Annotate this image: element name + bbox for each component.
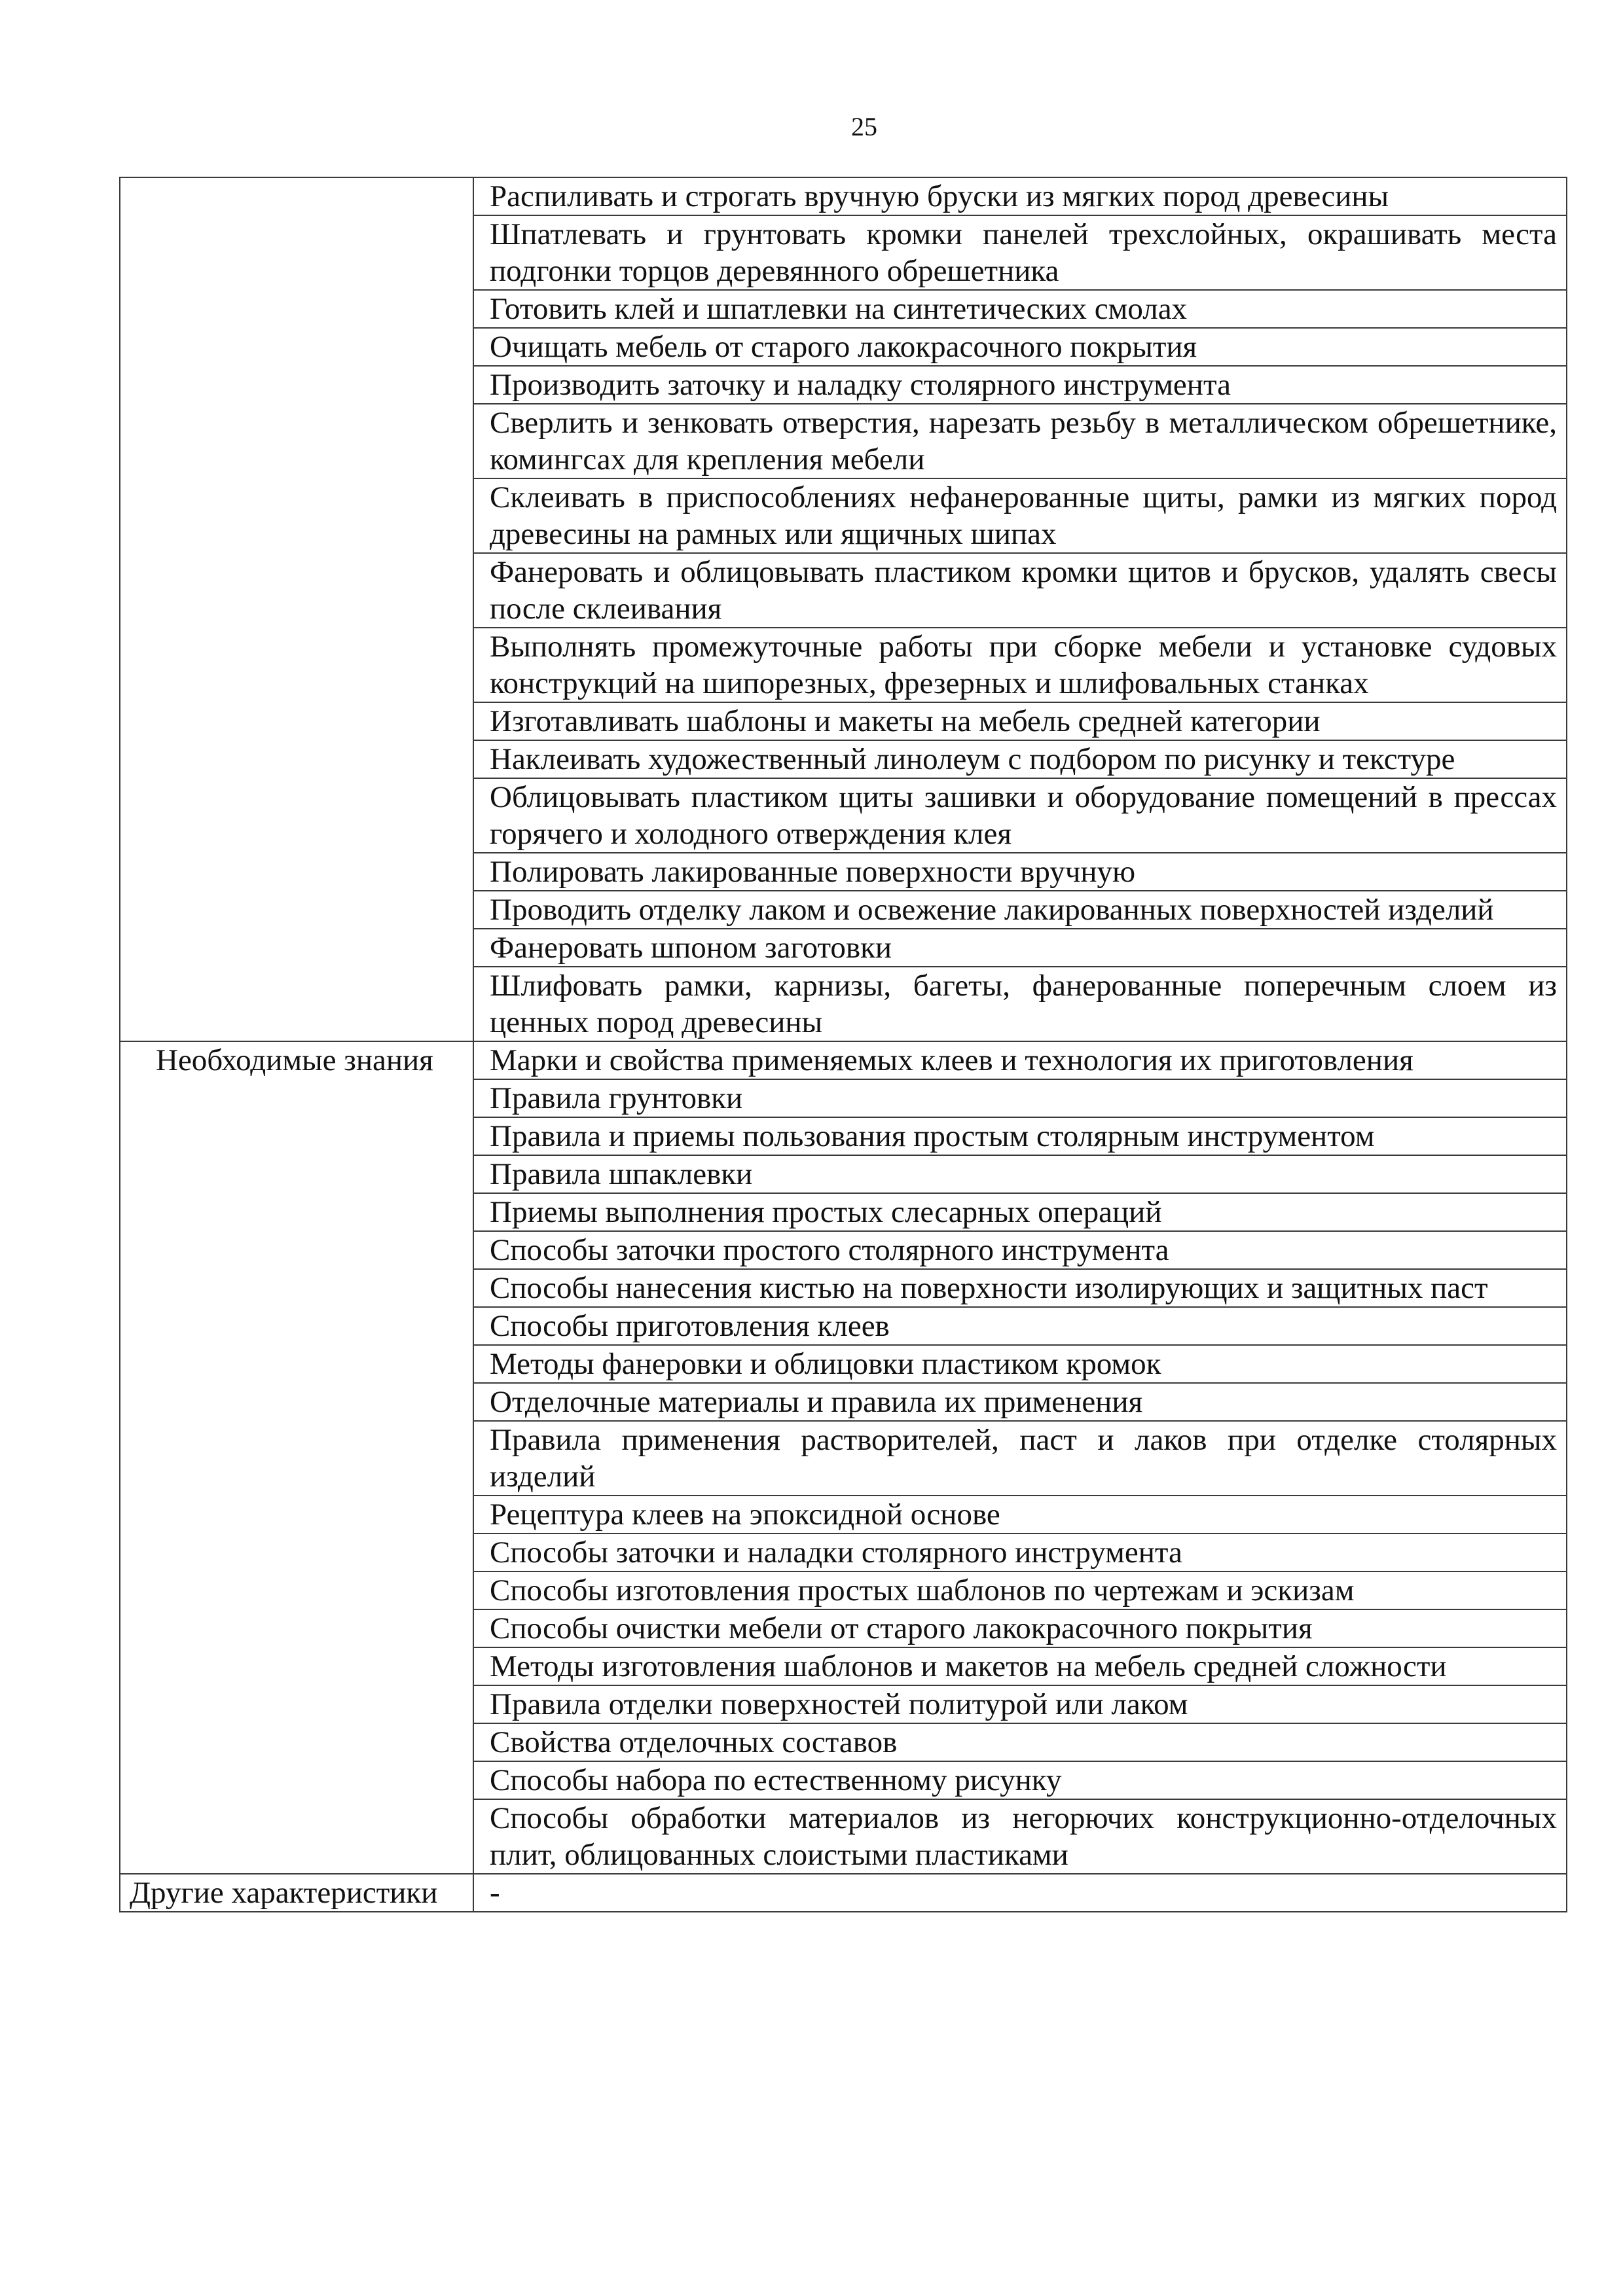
- value-cell: [473, 929, 1567, 967]
- knowledge-row: [120, 1571, 1567, 1609]
- label-cell: [120, 1117, 473, 1155]
- table-item: Сверлить и зенковать отверстия, нарезать резьбу в металлическом обрешетнике, комингсах для крепления мебели: [490, 406, 1557, 476]
- skills-row: [120, 215, 1567, 290]
- table-item: Способы заточки простого столярного инструмента: [490, 1233, 1169, 1267]
- value-cell: [473, 1117, 1567, 1155]
- table-item: Отделочные материалы и правила их применения: [490, 1385, 1143, 1419]
- other-characteristics-label: Другие характеристики: [130, 1876, 438, 1910]
- label-cell: [120, 1041, 473, 1079]
- value-cell: [473, 1685, 1567, 1723]
- table-item: Методы изготовления шаблонов и макетов на мебель средней сложности: [490, 1649, 1447, 1683]
- value-cell: [473, 1155, 1567, 1193]
- table-item: Рецептура клеев на эпоксидной основе: [490, 1498, 1000, 1532]
- knowledge-row: [120, 1307, 1567, 1345]
- knowledge-row: [120, 1345, 1567, 1383]
- value-cell: [473, 1231, 1567, 1269]
- value-cell: [473, 1534, 1567, 1571]
- skills-row: [120, 929, 1567, 967]
- table-item: Правила шпаклевки: [490, 1157, 753, 1191]
- table-item: Распиливать и строгать вручную бруски из мягких пород древесины: [490, 179, 1389, 213]
- label-cell: [120, 1155, 473, 1193]
- table-item: Проводить отделку лаком и освежение лакированных поверхностей изделий: [490, 893, 1494, 927]
- label-cell: [120, 1421, 473, 1496]
- label-cell: [120, 1307, 473, 1345]
- label-cell: [120, 1534, 473, 1571]
- knowledge-row: [120, 1685, 1567, 1723]
- label-cell: [120, 215, 473, 290]
- knowledge-row: [120, 1155, 1567, 1193]
- table-item: Марки и свойства применяемых клеев и технология их приготовления: [490, 1043, 1413, 1077]
- qualification-table: [119, 177, 1567, 1912]
- knowledge-row: [120, 1383, 1567, 1421]
- skills-row: [120, 628, 1567, 702]
- skills-row: [120, 967, 1567, 1041]
- skills-row: [120, 702, 1567, 740]
- value-cell: [473, 1761, 1567, 1799]
- label-cell: [120, 967, 473, 1041]
- value-cell: [473, 1345, 1567, 1383]
- table-item: Правила и приемы пользования простым столярным инструментом: [490, 1119, 1375, 1153]
- knowledge-row: [120, 1421, 1567, 1496]
- skills-row: [120, 478, 1567, 553]
- value-cell: [473, 328, 1567, 366]
- table-item: Полировать лакированные поверхности вручную: [490, 855, 1136, 889]
- value-cell: [473, 177, 1567, 215]
- label-cell: [120, 1269, 473, 1307]
- table-item: Свойства отделочных составов: [490, 1725, 898, 1759]
- value-cell: [473, 1307, 1567, 1345]
- value-cell: [473, 404, 1567, 478]
- table-item: Наклеивать художественный линолеум с подбором по рисунку и текстуре: [490, 742, 1455, 776]
- label-cell: [120, 1231, 473, 1269]
- value-cell: [473, 1609, 1567, 1647]
- label-cell: [120, 740, 473, 778]
- knowledge-row: [120, 1609, 1567, 1647]
- value-cell: [473, 1421, 1567, 1496]
- table-item: Шпатлевать и грунтовать кромки панелей трехслойных, окрашивать места подгонки торцов деревянного обрешетника: [490, 217, 1557, 288]
- label-cell: [120, 1609, 473, 1647]
- label-cell: [120, 553, 473, 628]
- value-cell: [473, 1079, 1567, 1117]
- label-cell: [120, 1874, 473, 1912]
- label-cell: [120, 1723, 473, 1761]
- value-cell: [473, 1647, 1567, 1685]
- knowledge-row: [120, 1117, 1567, 1155]
- label-cell: [120, 290, 473, 328]
- table-item: Правила грунтовки: [490, 1081, 743, 1115]
- knowledge-row: [120, 1269, 1567, 1307]
- label-cell: [120, 1761, 473, 1799]
- knowledge-row: [120, 1761, 1567, 1799]
- skills-row: [120, 177, 1567, 215]
- skills-row: [120, 778, 1567, 853]
- value-cell: [473, 967, 1567, 1041]
- table-item: Приемы выполнения простых слесарных операций: [490, 1195, 1162, 1229]
- label-cell: [120, 366, 473, 404]
- table-item: Склеивать в приспособлениях нефанерованные щиты, рамки из мягких пород древесины на рамных или ящичных шипах: [490, 480, 1557, 551]
- knowledge-row: [120, 1647, 1567, 1685]
- label-cell: [120, 1685, 473, 1723]
- table-item: Производить заточку и наладку столярного инструмента: [490, 368, 1231, 402]
- skills-row: [120, 404, 1567, 478]
- table-item: Готовить клей и шпатлевки на синтетических смолах: [490, 292, 1188, 326]
- knowledge-row: [120, 1193, 1567, 1231]
- table-item: -: [490, 1876, 500, 1910]
- value-cell: [473, 853, 1567, 891]
- label-cell: [120, 778, 473, 853]
- table-item: Изготавливать шаблоны и макеты на мебель средней категории: [490, 704, 1321, 738]
- label-cell: [120, 1079, 473, 1117]
- table-item: Способы очистки мебели от старого лакокрасочного покрытия: [490, 1611, 1313, 1645]
- label-cell: [120, 702, 473, 740]
- value-cell: [473, 740, 1567, 778]
- knowledge-row: [120, 1799, 1567, 1874]
- label-cell: [120, 1383, 473, 1421]
- table-item: Способы изготовления простых шаблонов по чертежам и эскизам: [490, 1573, 1355, 1607]
- table-item: Способы набора по естественному рисунку: [490, 1763, 1062, 1797]
- label-cell: [120, 1647, 473, 1685]
- label-cell: [120, 1799, 473, 1874]
- table-item: Очищать мебель от старого лакокрасочного покрытия: [490, 330, 1197, 364]
- value-cell: [473, 215, 1567, 290]
- label-cell: [120, 929, 473, 967]
- value-cell: [473, 1874, 1567, 1912]
- table-item: Фанеровать и облицовывать пластиком кромки щитов и брусков, удалять свесы после склеивания: [490, 555, 1557, 626]
- value-cell: [473, 628, 1567, 702]
- table-item: Шлифовать рамки, карнизы, багеты, фанерованные поперечным слоем из ценных пород древесины: [490, 969, 1557, 1039]
- label-cell: [120, 177, 473, 215]
- table-item: Способы заточки и наладки столярного инструмента: [490, 1535, 1182, 1570]
- table-item: Способы нанесения кистью на поверхности изолирующих и защитных паст: [490, 1271, 1488, 1305]
- label-cell: [120, 1571, 473, 1609]
- knowledge-row: [120, 1231, 1567, 1269]
- knowledge-row: [120, 1496, 1567, 1534]
- label-cell: [120, 1193, 473, 1231]
- value-cell: [473, 1571, 1567, 1609]
- value-cell: [473, 366, 1567, 404]
- value-cell: [473, 1723, 1567, 1761]
- skills-row: [120, 290, 1567, 328]
- table-item: Облицовывать пластиком щиты зашивки и оборудование помещений в прессах горячего и холодного отверждения клея: [490, 780, 1557, 851]
- value-cell: [473, 702, 1567, 740]
- skills-row: [120, 891, 1567, 929]
- value-cell: [473, 553, 1567, 628]
- value-cell: [473, 290, 1567, 328]
- value-cell: [473, 891, 1567, 929]
- label-cell: [120, 328, 473, 366]
- knowledge-label: Необходимые знания: [156, 1043, 433, 1077]
- knowledge-row: [120, 1041, 1567, 1079]
- page-number: 25: [851, 112, 877, 141]
- skills-row: [120, 740, 1567, 778]
- skills-row: [120, 366, 1567, 404]
- table-item: Методы фанеровки и облицовки пластиком кромок: [490, 1347, 1161, 1381]
- knowledge-row: [120, 1534, 1567, 1571]
- label-cell: [120, 1496, 473, 1534]
- label-cell: [120, 404, 473, 478]
- label-cell: [120, 853, 473, 891]
- knowledge-row: [120, 1723, 1567, 1761]
- label-cell: [120, 891, 473, 929]
- value-cell: [473, 478, 1567, 553]
- value-cell: [473, 1496, 1567, 1534]
- table-item: Выполнять промежуточные работы при сборке мебели и установке судовых конструкций на шипорезных, фрезерных и шлифовальных станках: [490, 630, 1557, 700]
- label-cell: [120, 478, 473, 553]
- value-cell: [473, 1269, 1567, 1307]
- table-item: Фанеровать шпоном заготовки: [490, 931, 892, 965]
- label-cell: [120, 628, 473, 702]
- knowledge-row: [120, 1079, 1567, 1117]
- table-item: Правила применения растворителей, паст и лаков при отделке столярных изделий: [490, 1423, 1557, 1494]
- table-item: Правила отделки поверхностей политурой или лаком: [490, 1687, 1188, 1721]
- value-cell: [473, 778, 1567, 853]
- skills-row: [120, 328, 1567, 366]
- value-cell: [473, 1383, 1567, 1421]
- label-cell: [120, 1345, 473, 1383]
- skills-row: [120, 853, 1567, 891]
- value-cell: [473, 1799, 1567, 1874]
- table-item: Способы приготовления клеев: [490, 1309, 890, 1343]
- value-cell: [473, 1041, 1567, 1079]
- other-row: [120, 1874, 1567, 1912]
- skills-row: [120, 553, 1567, 628]
- value-cell: [473, 1193, 1567, 1231]
- table-item: Способы обработки материалов из негорючих конструкционно-отделочных плит, облицованных слоистыми пластиками: [490, 1801, 1557, 1872]
